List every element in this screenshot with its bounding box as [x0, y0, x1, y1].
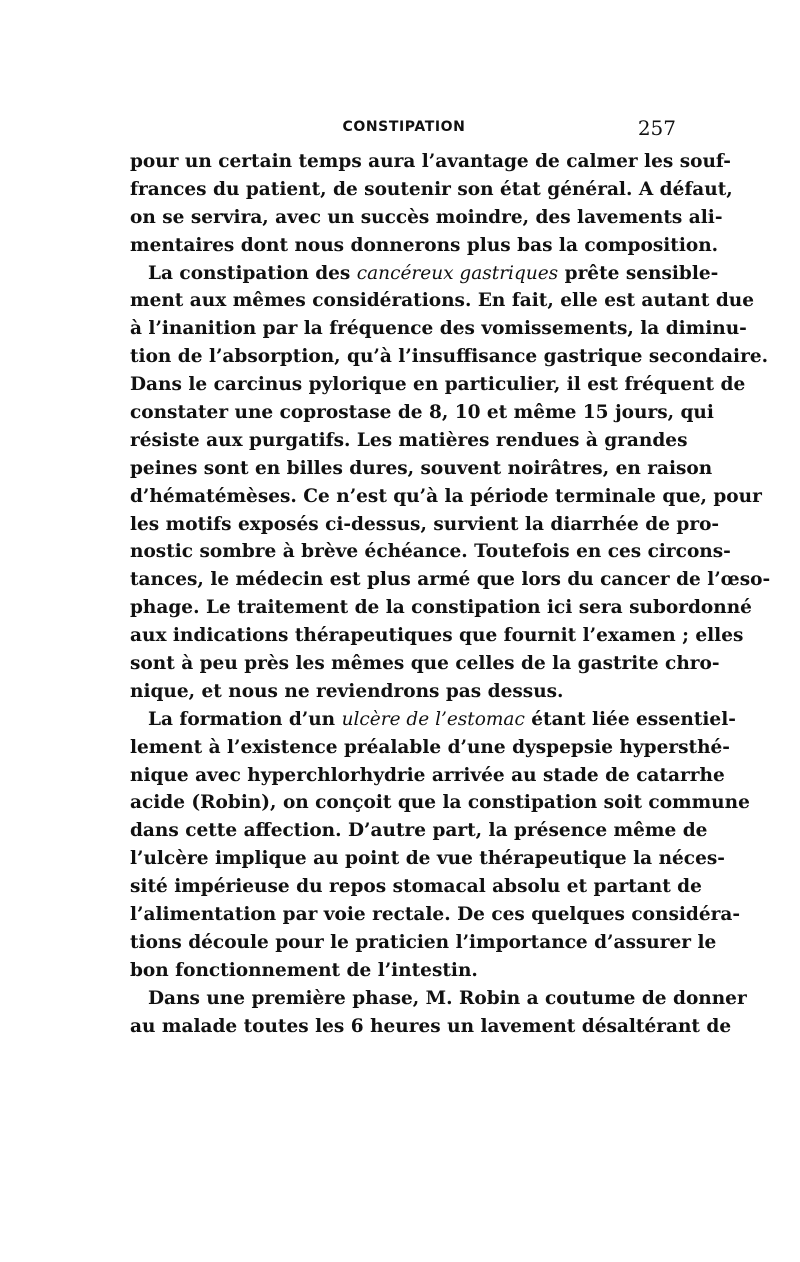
text-line: ment aux mêmes considérations. En fait, elle est autant due [130, 290, 754, 312]
text-line: tions découle pour le praticien l’importance d’assurer le [130, 931, 717, 953]
text-line: tances, le médecin est plus armé que lors du cancer de l’œso- [130, 569, 771, 591]
text-line: frances du patient, de soutenir son état général. A défaut, [130, 178, 733, 200]
text-line: acide (Robin), on conçoit que la constipation soit commune [130, 792, 750, 814]
italic-term: cancéreux gastriques [356, 262, 559, 284]
text-line: sité impérieuse du repos stomacal absolu et partant de [130, 876, 702, 898]
text-line: à l’inanition par la fréquence des vomissements, la diminu- [130, 318, 747, 340]
page-number: 257 [637, 116, 676, 140]
text-line: aux indications thérapeutiques que fournit l’examen ; elles [130, 625, 744, 647]
text-line: dans cette affection. D’autre part, la présence même de [130, 820, 708, 842]
text-line: l’ulcère implique au point de vue thérapeutique la néces- [130, 848, 725, 870]
text-line: tion de l’absorption, qu’à l’insuffisance gastrique secondaire. [130, 346, 769, 368]
text-line: l’alimentation par voie rectale. De ces quelques considéra- [130, 904, 741, 926]
text-line: nique, et nous ne reviendrons pas dessus. [130, 680, 564, 702]
text-line: pour un certain temps aura l’avantage de calmer les souf- [130, 151, 731, 172]
text-line: mentaires dont nous donnerons plus bas la composition. [130, 234, 719, 256]
text-line: nique avec hyperchlorhydrie arrivée au stade de catarrhe [130, 764, 725, 786]
text-line: peines sont en billes dures, souvent noirâtres, en raison [130, 457, 713, 479]
text-line: bon fonctionnement de l’intestin. [130, 959, 478, 981]
text-line: Dans le carcinus pylorique en particulier, il est fréquent de [130, 374, 746, 396]
text-line: Dans une première phase, M. Robin a coutume de donner [148, 987, 747, 1009]
text-line: d’hématémèses. Ce n’est qu’à la période terminale que, pour [130, 485, 762, 507]
running-head [130, 116, 678, 140]
text-line: phage. Le traitement de la constipation ici sera subordonné [130, 597, 752, 619]
text-line: sont à peu près les mêmes que celles de la gastrite chro- [130, 653, 720, 675]
text-line: résiste aux purgatifs. Les matières rendues à grandes [130, 429, 688, 451]
running-title: CONSTIPATION [342, 119, 466, 135]
text-line: les motifs exposés ci-dessus, survient la diarrhée de pro- [130, 513, 720, 535]
text-line: La constipation des cancéreux gastriques prête sensible- [148, 262, 719, 284]
text-line: nostic sombre à brève échéance. Toutefois en ces circons- [130, 541, 731, 563]
text-line: La formation d’un ulcère de l’estomac étant liée essentiel- [148, 708, 736, 730]
body-text [130, 148, 771, 1041]
text-line: lement à l’existence préalable d’une dyspepsie hypersthé- [130, 736, 730, 758]
italic-term: ulcère de l’estomac [341, 708, 525, 730]
text-line: au malade toutes les 6 heures un lavement désaltérant de [130, 1015, 732, 1037]
text-line: constater une coprostase de 8, 10 et même 15 jours, qui [130, 402, 714, 424]
text-line: on se servira, avec un succès moindre, des lavements ali- [130, 206, 723, 228]
